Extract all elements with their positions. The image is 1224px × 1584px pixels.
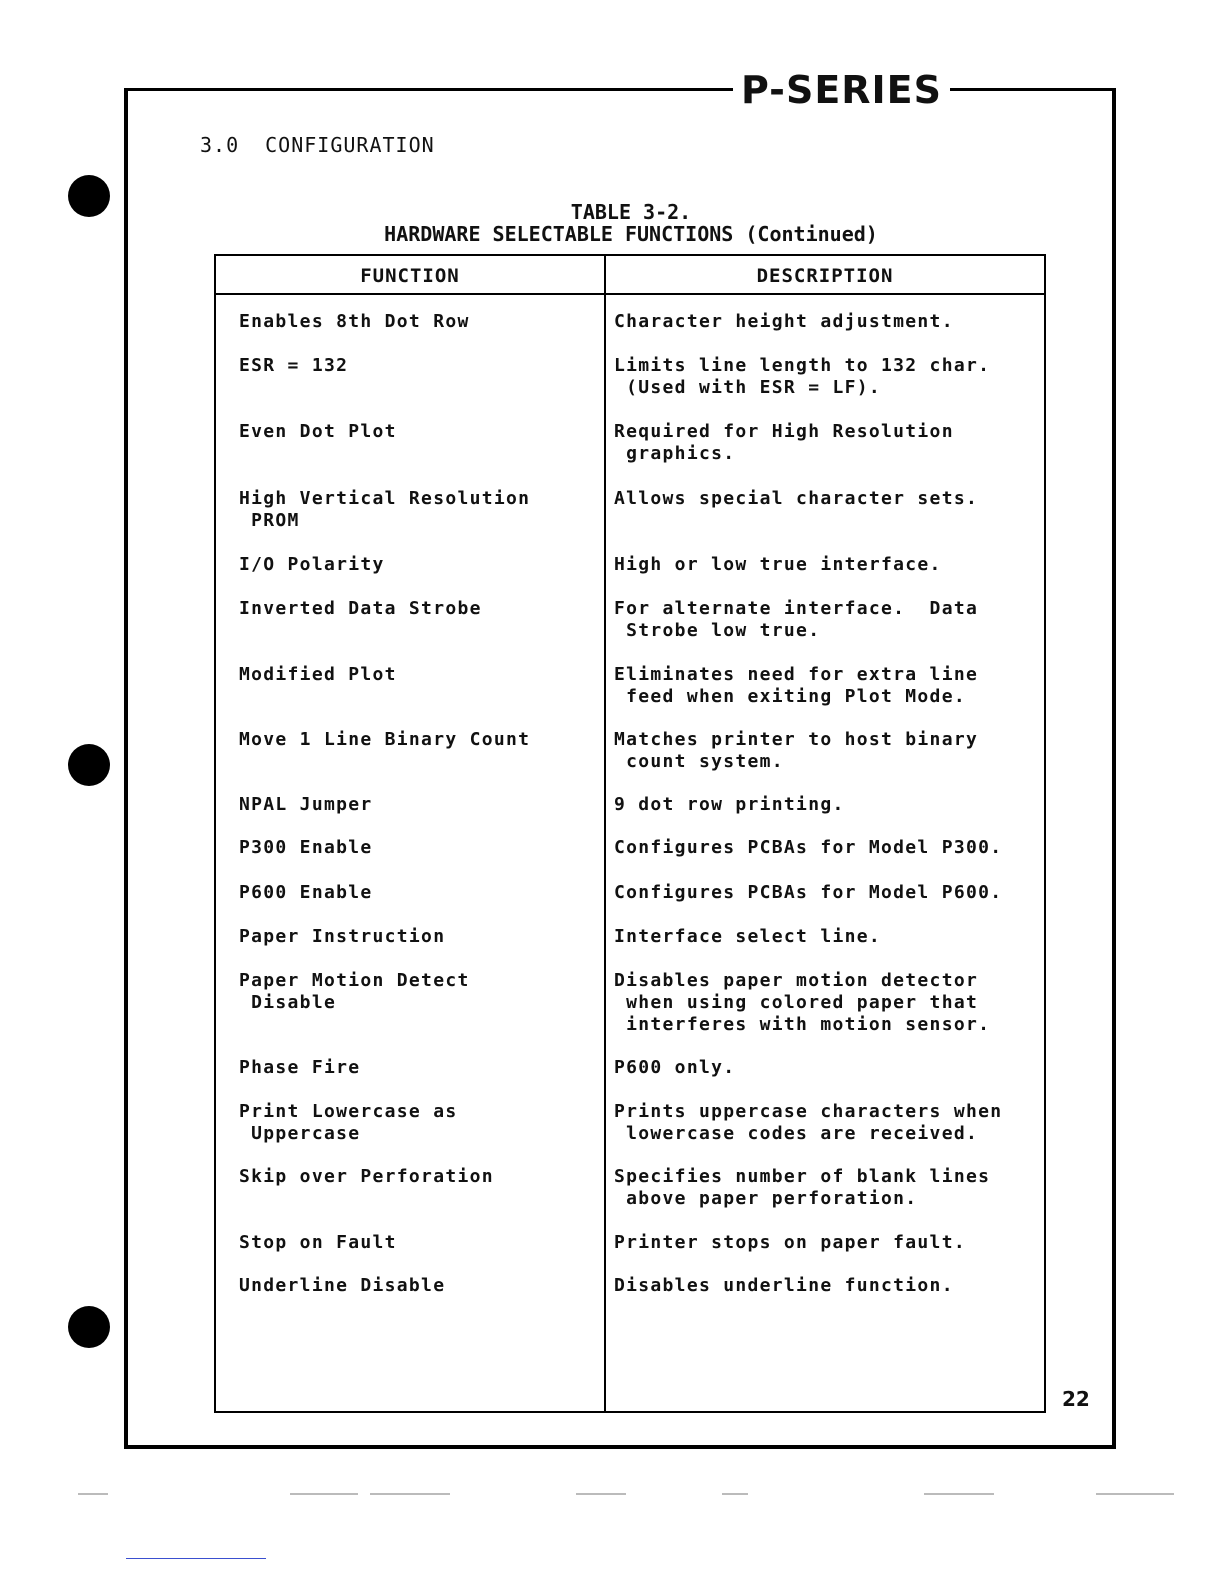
function-cell: High Vertical Resolution PROM (239, 488, 531, 531)
binder-hole-top (68, 175, 110, 217)
table-caption-number: TABLE 3-2. (570, 200, 692, 224)
column-divider (604, 256, 606, 1411)
function-cell: Underline Disable (239, 1275, 446, 1296)
function-cell: NPAL Jumper (239, 794, 373, 815)
column-header-function: FUNCTION (360, 265, 460, 287)
description-cell: 9 dot row printing. (614, 794, 845, 815)
scan-artifact (722, 1493, 748, 1495)
description-cell: Configures PCBAs for Model P300. (614, 837, 1003, 858)
scan-artifact (290, 1493, 358, 1495)
description-cell: Eliminates need for extra line feed when exiting Plot Mode. (614, 664, 979, 707)
scan-artifact (924, 1493, 994, 1495)
scan-artifact (576, 1493, 626, 1495)
function-cell: I/O Polarity (239, 554, 385, 575)
function-cell: P300 Enable (239, 837, 373, 858)
function-cell: Paper Motion Detect Disable (239, 970, 470, 1013)
description-cell: Required for High Resolution graphics. (614, 421, 954, 464)
description-cell: Matches printer to host binary count system. (614, 729, 979, 772)
function-cell: Phase Fire (239, 1057, 361, 1078)
page-number: 22 (1062, 1387, 1090, 1411)
description-cell: Disables underline function. (614, 1275, 954, 1296)
description-cell: Specifies number of blank lines above paper perforation. (614, 1166, 991, 1209)
description-cell: High or low true interface. (614, 554, 942, 575)
description-cell: For alternate interface. Data Strobe low true. (614, 598, 979, 641)
binder-hole-bottom (68, 1306, 110, 1348)
function-cell: Paper Instruction (239, 926, 446, 947)
scan-artifact (78, 1493, 108, 1495)
functions-table (214, 254, 1046, 1413)
function-cell: Enables 8th Dot Row (239, 311, 470, 332)
scan-artifact (370, 1493, 450, 1495)
function-cell: Inverted Data Strobe (239, 598, 482, 619)
function-cell: Stop on Fault (239, 1232, 397, 1253)
description-cell: Printer stops on paper fault. (614, 1232, 966, 1253)
section-title: CONFIGURATION (265, 133, 435, 157)
description-cell: Character height adjustment. (614, 311, 954, 332)
description-cell: Interface select line. (614, 926, 882, 947)
description-cell: Prints uppercase characters when lowercase codes are received. (614, 1101, 1003, 1144)
function-cell: ESR = 132 (239, 355, 349, 376)
section-number: 3.0 (200, 133, 240, 157)
header-divider (216, 293, 1044, 295)
function-cell: P600 Enable (239, 882, 373, 903)
scan-artifact (1096, 1493, 1174, 1495)
binder-hole-middle (68, 744, 110, 786)
bottom-rule (126, 1558, 266, 1559)
series-header: P-SERIES (733, 64, 950, 116)
description-cell: Configures PCBAs for Model P600. (614, 882, 1003, 903)
column-header-description: DESCRIPTION (756, 265, 894, 287)
section-heading (200, 133, 435, 157)
description-cell: Disables paper motion detector when using colored paper that interferes with motion sensor. (614, 970, 991, 1035)
description-cell: Allows special character sets. (614, 488, 979, 509)
description-cell: Limits line length to 132 char. (Used with ESR = LF). (614, 355, 991, 398)
function-cell: Modified Plot (239, 664, 397, 685)
function-cell: Move 1 Line Binary Count (239, 729, 531, 750)
table-caption-title: HARDWARE SELECTABLE FUNCTIONS (Continued) (384, 222, 878, 246)
function-cell: Print Lowercase as Uppercase (239, 1101, 458, 1144)
description-cell: P600 only. (614, 1057, 736, 1078)
function-cell: Even Dot Plot (239, 421, 397, 442)
function-cell: Skip over Perforation (239, 1166, 494, 1187)
